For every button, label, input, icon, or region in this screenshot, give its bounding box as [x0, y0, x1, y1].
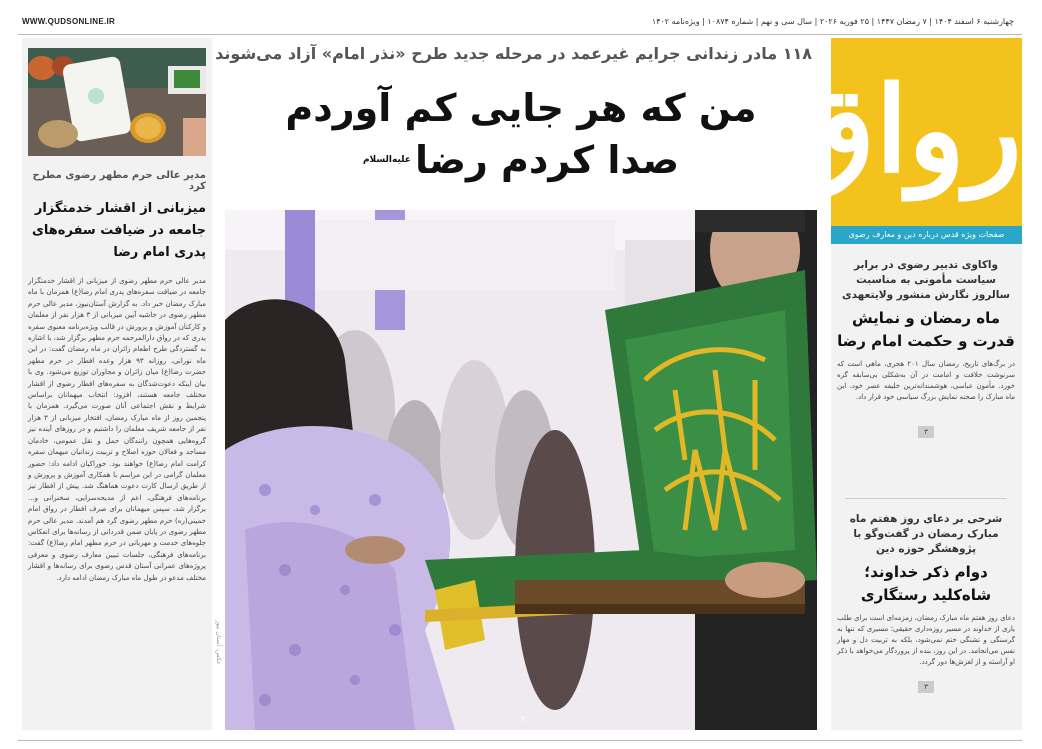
footer-rule	[18, 740, 1022, 741]
iftar-food-photo[interactable]	[28, 48, 206, 156]
article-kicker: مدیر عالی حرم مطهر رضوی مطرح کرد	[32, 170, 206, 192]
main-headline[interactable]	[230, 82, 812, 186]
issue-info: چهارشنبه ۶ اسفند ۱۴۰۴ | ۷ رمضان ۱۴۴۷ | ۲۵ فوریه ۲۰۲۶ | سال سی و نهم | شماره ۱۰۸۷۴ | ویژه‌نامه ۱۴۰۲	[651, 17, 1014, 26]
article-headline[interactable]: ماه رمضان و نمایش قدرت و حکمت امام رضا	[837, 309, 1015, 350]
right-column	[783, 38, 1022, 730]
honorific: علیه‌السلام	[362, 155, 411, 165]
page-ref: ۳	[918, 426, 934, 438]
article-kicker: واکاوی تدبیر رضوی در برابر سیاست مأمونی به مناسبت سالروز نگارش منشور ولایتعهدی	[841, 259, 1011, 301]
article-body: مدیر عالی حرم مطهر رضوی از میزبانی از اقشار خدمتگزار جامعه در ضیافت سفره‌های پدری امام رضا(ع) همزمان با ماه مبارک رمضان خبر داد. به گزارش آستان‌نیوز، مدیر عالی حرم مطهر رضوی در حاشیه آیین میزبانی از ۳ هزار نفر از معلمان و کارکنان آموزش و پرورش در قالب ویژه‌برنامه معنوی سفره پدری که در رواق دارالمرحمه حرم مطهر برگزار شد، با اشاره به گستردگی طرح اطعام زائران در ماه رمضان گفت: در این ماه نورانی، روزانه ۹۳ هزار وعده افطار در حرم مطهر حضرت رضا(ع) میان زائران و مجاوران توزیع می‌شود. وی با بیان اینکه دعوت‌شدگان به سفره‌های افطار رضوی از اقشار مختلف جامعه هستند، افزود: انتخاب میهمانان براساس شرایط و نقش اجتماعی آنان صورت می‌گیرد. همزمان با پنجمین روز از ماه مبارک رمضان، افتخار میزبانی از ۳ هزار نفر از جامعه شریف معلمان را داشتیم و در روزهای آینده نیز گروه‌هایی همچون رانندگان حمل و نقل عمومی، خادمان مساجد و فعالان حوزه اصلاح و تربیت زندانیان میهمان سفره کرامت امام رضا(ع) خواهند بود. خوراکیان ادامه داد: حضور معلمان گرامی در این مراسم با همکاری آموزش و پرورش و از طریق ارسال کارت دعوت هماهنگ شد. پیش از افطار نیز برنامه‌های فرهنگی، اعم از مدیحه‌سرایی، سخنرانی و... برگزار شد، سپس میهمانان برای صرف افطار در رواق امام خمینی(ره) حرم مطهر رضوی گرد هم آمدند. مدیر عالی حرم مطهر رضوی در پایان ضمن قدردانی از رسانه‌ها برای انعکاس جلوه‌های خدمت و مهربانی در حرم مطهر امام رضا(ع) گفت: برنامه‌های فرهنگی، جلسات تبیین معارف رضوی و معرفی پروژه‌های عمرانی آستان قدس رضوی برای رسانه‌ها و اقشار مختلف مدعو در طول ماه مبارک رمضان ادامه دارد.	[28, 277, 206, 582]
logo-wordmark: رواق	[783, 60, 1022, 199]
logo-subtitle: صفحات ویژه قدس درباره دین و معارف رضوی	[831, 226, 1022, 244]
main-kicker[interactable]: ۱۱۸ مادر زندانی جرایم غیرعمد در مرحله جدید طرح «نذر امام» آزاد می‌شوند	[215, 44, 812, 63]
page-ref: ۳	[918, 681, 934, 693]
photo-caption: عکس: آستان نیوز	[215, 620, 222, 665]
left-article[interactable]	[28, 170, 206, 584]
divider	[845, 498, 1007, 499]
article-lead: در برگ‌های تاریخ، رمضان سال ۲۰۱ هجری، ماهی است که سرنوشت خلافت و امامت در آن به‌شکلی بی‌سابقه گره خورد. مأمون عباسی، هوشمندانه‌ترین خلیفه عصر خود، این ماه مبارک را صحنه نمایش بزرگ سیاسی خود قرار داد.	[837, 360, 1016, 401]
headline-line-2: صدا کردم رضا$^{علیه‌السلام}$	[362, 138, 680, 182]
left-column	[22, 38, 212, 730]
article-headline[interactable]: میزبانی از اقشار خدمتگزار جامعه در ضیافت سفره‌های پدری امام رضا	[32, 201, 206, 260]
section-logo	[783, 38, 1022, 226]
photo-page-number: ۲	[521, 715, 526, 725]
article-headline[interactable]: دوام ذکر خداوند؛ شاه‌کلید رستگاری	[860, 563, 992, 604]
article-kicker: شرحی بر دعای روز هفتم ماه مبارک رمضان در گفت‌وگو با پژوهشگر حوزه دین	[849, 513, 1003, 555]
main-photo[interactable]	[225, 210, 817, 730]
article-lead: دعای روز هفتم ماه مبارک رمضان، زمزمه‌ای است برای طلب یاری از خداوند در مسیر روزه‌داری حقیقی؛ مسیری که تنها به گرسنگی و تشنگی ختم نمی‌شود، بلکه به تربیت دل و مهار نفس می‌انجامد. در این روز، بنده از پروردگار می‌خواهد با ذکر او آراسته و از لغزش‌ها دور گردد.	[837, 614, 1015, 666]
site-url[interactable]: WWW.QUDSONLINE.IR	[22, 17, 116, 26]
right-article-2[interactable]	[837, 512, 1015, 693]
headline-line-1: من که هر جایی کم آوردم	[285, 86, 757, 130]
right-article-1[interactable]	[837, 258, 1015, 438]
